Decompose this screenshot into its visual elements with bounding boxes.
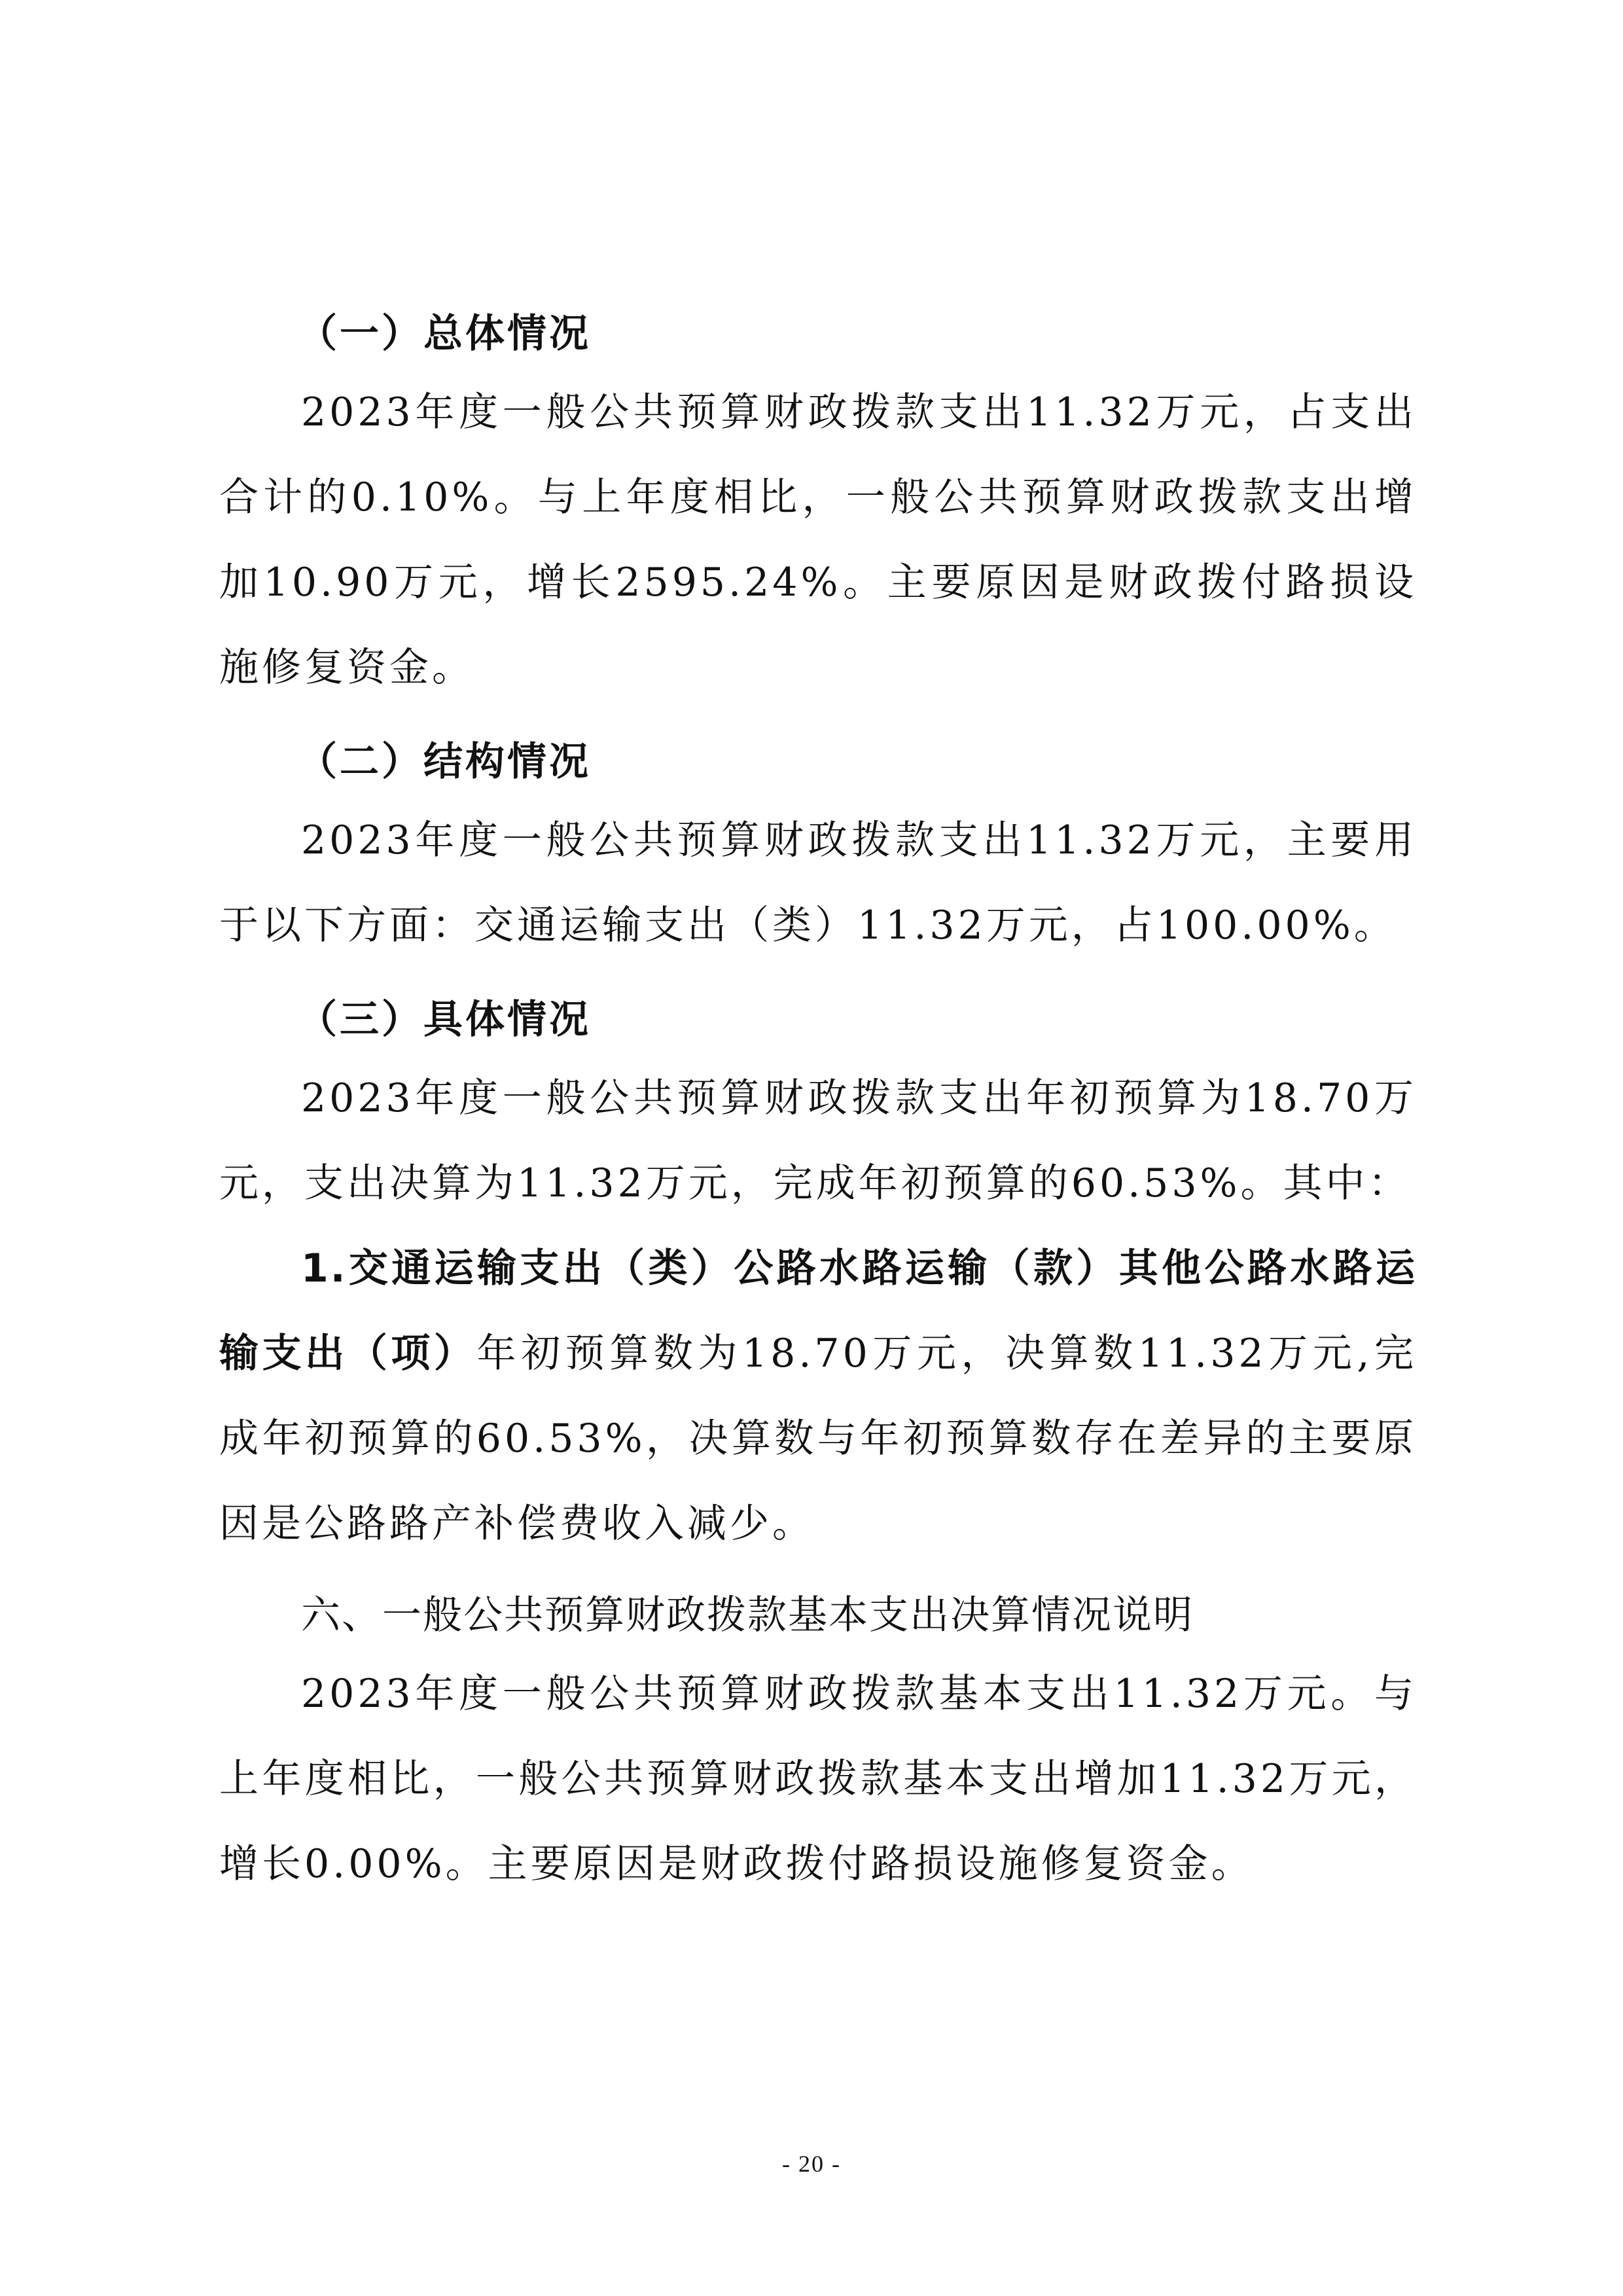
paragraph-structure: 2023年度一般公共预算财政拨款支出11.32万元，主要用于以下方面：交通运输支出（类）11.32万元，占100.00%。 xyxy=(219,817,1417,948)
paragraph-detail: 2023年度一般公共预算财政拨款支出年初预算为18.70万元，支出决算为11.32万元，完成年初预算的60.53%。其中： xyxy=(219,1075,1417,1206)
detail-item-1-label: 1.交通运输支出（类）公路水路运输（款）其他公路水路运输支出（项） xyxy=(219,1246,1417,1376)
detail-item-1-text: 年初预算数为18.70万元，决算数11.32万元,完成年初预算的60.53%，决算数与年初预算数存在差异的主要原因是公路路产补偿费收入减少。 xyxy=(219,1331,1418,1547)
section-heading-detail: （三）具体情况 xyxy=(298,997,591,1043)
section-heading-basic-expenditure: 六、一般公共预算财政拨款基本支出决算情况说明 xyxy=(301,1592,1194,1638)
document-body xyxy=(219,298,1417,1907)
paragraph-overall: 2023年度一般公共预算财政拨款支出11.32万元，占支出合计的0.10%。与上年度相比，一般公共预算财政拨款支出增加10.90万元，增长2595.24%。主要原因是财政拨付路损设施修复资金。 xyxy=(219,389,1417,691)
paragraph-detail-item-1 xyxy=(219,1226,1417,1566)
page-number: - 20 - xyxy=(782,2151,841,2177)
section-heading-overall: （一）总体情况 xyxy=(298,311,591,357)
paragraph-basic-expenditure: 2023年度一般公共预算财政拨款基本支出11.32万元。与上年度相比，一般公共预算财政拨款基本支出增加11.32万元，增长0.00%。主要原因是财政拨付路损设施修复资金。 xyxy=(219,1671,1417,1887)
section-heading-structure: （二）结构情况 xyxy=(298,739,591,785)
